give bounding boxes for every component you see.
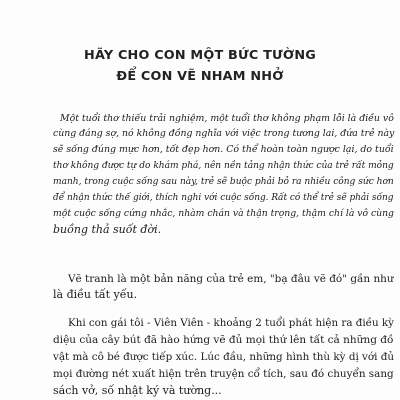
body-line: sách vở, số nhật ký và tường... — [53, 384, 222, 397]
intro-line: Một tuổi thơ thiếu trải nghiệm, một tuổi thơ không phạm lỗi là điều vô — [60, 113, 394, 124]
chapter-title-line-1: HÃY CHO CON MỘT BỨC TƯỜNG — [84, 48, 316, 63]
body-line: diệu của cây bút đã hào hứng vẽ đủ mọi thứ lên tất cả những đồ — [53, 334, 394, 346]
body-line: vật mà cô bé được tiếp xúc. Lúc đầu, những hình thù kỳ dị với đủ — [53, 351, 395, 363]
body-line: là điều tất yếu. — [53, 288, 138, 301]
intro-line: sẽ sống đúng mực hơn, tốt đẹp hơn. Có thể hoàn toàn ngược lại, do tuổi — [53, 144, 394, 155]
intro-line: cùng đáng sợ, nó không đồng nghĩa với việc trong tương lai, đứa trẻ này — [53, 128, 395, 139]
chapter-title-line-2: ĐỂ CON VẼ NHAM NHỞ — [116, 69, 284, 84]
intro-line: một cuộc sống cứng nhắc, nhàm chán và thận trọng, thậm chí là vô cùng — [53, 208, 394, 219]
body-line: Vẽ tranh là một bản năng của trẻ em, "bạ đâu vẽ đó" gần như — [68, 273, 394, 285]
body-line: Khi con gái tôi - Viên Viên - khoảng 2 tuổi phát hiện ra điều kỳ — [68, 317, 394, 329]
body-line: mọi đường nét xuất hiện trên truyện cổ tích, sau đó chuyển sang — [53, 368, 394, 380]
intro-line: manh, trong cuộc sống sau này, trẻ sẽ buộc phải bỏ ra nhiều công sức hơn — [53, 177, 394, 187]
intro-line: buồng thả suốt đời. — [53, 223, 162, 236]
intro-line: để nhận thức thế giới, thích nghi với cuộc sống. Rất có thể trẻ sẽ phải sống — [53, 193, 394, 203]
intro-line: thơ không được tự do khám phá, nên nền tảng nhận thức của trẻ rất mỏng — [53, 161, 394, 171]
